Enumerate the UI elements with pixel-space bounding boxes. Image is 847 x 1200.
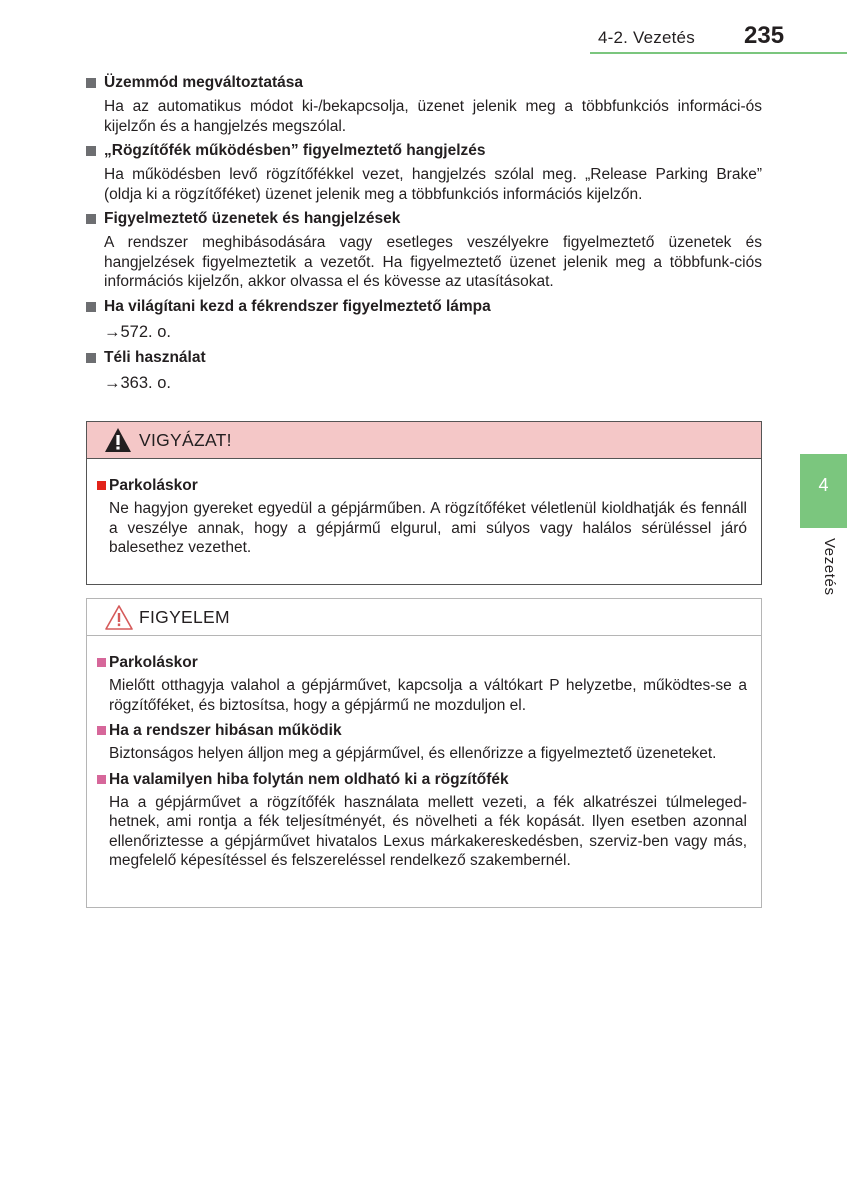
page-reference-link[interactable]: →572. o. — [104, 322, 171, 341]
chapter-tab-label: Vezetés — [821, 538, 838, 596]
header-rule — [590, 52, 847, 54]
square-bullet-icon — [97, 481, 106, 490]
square-bullet-icon — [97, 726, 106, 735]
notice-box — [86, 598, 762, 908]
square-bullet-icon — [86, 78, 96, 88]
square-bullet-icon — [86, 146, 96, 156]
section-heading: Figyelmeztető üzenetek és hangjelzések — [86, 209, 762, 229]
notice-box-body — [87, 636, 761, 871]
warning-triangle-icon — [104, 427, 132, 453]
section-heading: Üzemmód megváltoztatása — [86, 73, 762, 93]
square-bullet-icon — [86, 302, 96, 312]
notice-item-heading: Ha valamilyen hiba folytán nem oldható ki a rögzítőfék — [97, 770, 747, 790]
section-text: Ha működésben levő rögzítőfékkel vezet, hangjelzés szólal meg. „Release Parking Brake” (oldja ki a rögzítőféket) üzenet jelenik meg a többfunkciós információs kijelzőn. — [104, 166, 762, 203]
square-bullet-icon — [97, 775, 106, 784]
square-bullet-icon — [86, 214, 96, 224]
warning-box-header — [87, 422, 761, 459]
main-content — [86, 68, 762, 398]
warning-box — [86, 421, 762, 585]
section-heading: Ha világítani kezd a fékrendszer figyelmeztető lámpa — [86, 297, 762, 317]
chapter-tab[interactable]: 4 — [800, 454, 847, 528]
square-bullet-icon — [97, 658, 106, 667]
page-number: 235 — [744, 22, 785, 49]
notice-item-heading: Parkoláskor — [97, 653, 747, 673]
warning-box-title: VIGYÁZAT! — [139, 430, 232, 450]
caution-triangle-icon — [104, 604, 134, 631]
section-title: 4-2. Vezetés — [598, 28, 695, 47]
notice-item-text: Mielőtt otthagyja valahol a gépjárművet, kapcsolja a váltókart P helyzetbe, működtes-se a rögzítőféket, és biztosítsa, hogy a gépjármű ne mozduljon el. — [109, 677, 747, 714]
notice-item-text: Biztonságos helyen álljon meg a gépjárművel, és ellenőrizze a figyelmeztető üzeneteket. — [109, 745, 717, 762]
section-text: A rendszer meghibásodására vagy esetleges veszélyekre figyelmeztető üzenetek és hangjelzések figyelmeztetik a vezetőt. Ha figyelmeztető üzenet jelenik meg a többfunk-ciós információs kijelzőn, akkor olvassa el és kövesse az utasításokat. — [104, 234, 762, 290]
warning-box-body — [87, 459, 761, 558]
section-text: Ha az automatikus módot ki-/bekapcsolja, üzenet jelenik meg a többfunkciós informáci-ós kijelzőn és a hangjelzés megszólal. — [104, 98, 762, 135]
page-reference-link[interactable]: →363. o. — [104, 373, 171, 392]
warning-item-text: Ne hagyjon gyereket egyedül a gépjárműben. A rögzítőféket véletlenül kioldhatják és fennáll a veszélye annak, hogy a gépjármű elgurul, ami súlyos vagy halálos sérüléssel járó balesethez vezethet. — [109, 500, 747, 556]
notice-item-heading: Ha a rendszer hibásan működik — [97, 721, 747, 741]
section-heading: „Rögzítőfék működésben” figyelmeztető hangjelzés — [86, 141, 762, 161]
warning-item-heading: Parkoláskor — [97, 476, 747, 496]
notice-item-text: Ha a gépjárművet a rögzítőfék használata mellett vezeti, a fék alkatrészei túlmeleged-hetnek, ami rontja a fék teljesítményét, és növelheti a fék kopását. Ilyen esetben azonnal ellenőriztesse a gépjárművet hivatalos Lexus márkakereskedésben, szerviz-ben vagy más, megfelelő képesítéssel és felszereléssel rendelkező szakembernél. — [109, 793, 747, 869]
square-bullet-icon — [86, 353, 96, 363]
notice-box-header — [87, 599, 761, 636]
notice-box-title: FIGYELEM — [139, 607, 230, 627]
section-heading: Téli használat — [86, 348, 762, 368]
